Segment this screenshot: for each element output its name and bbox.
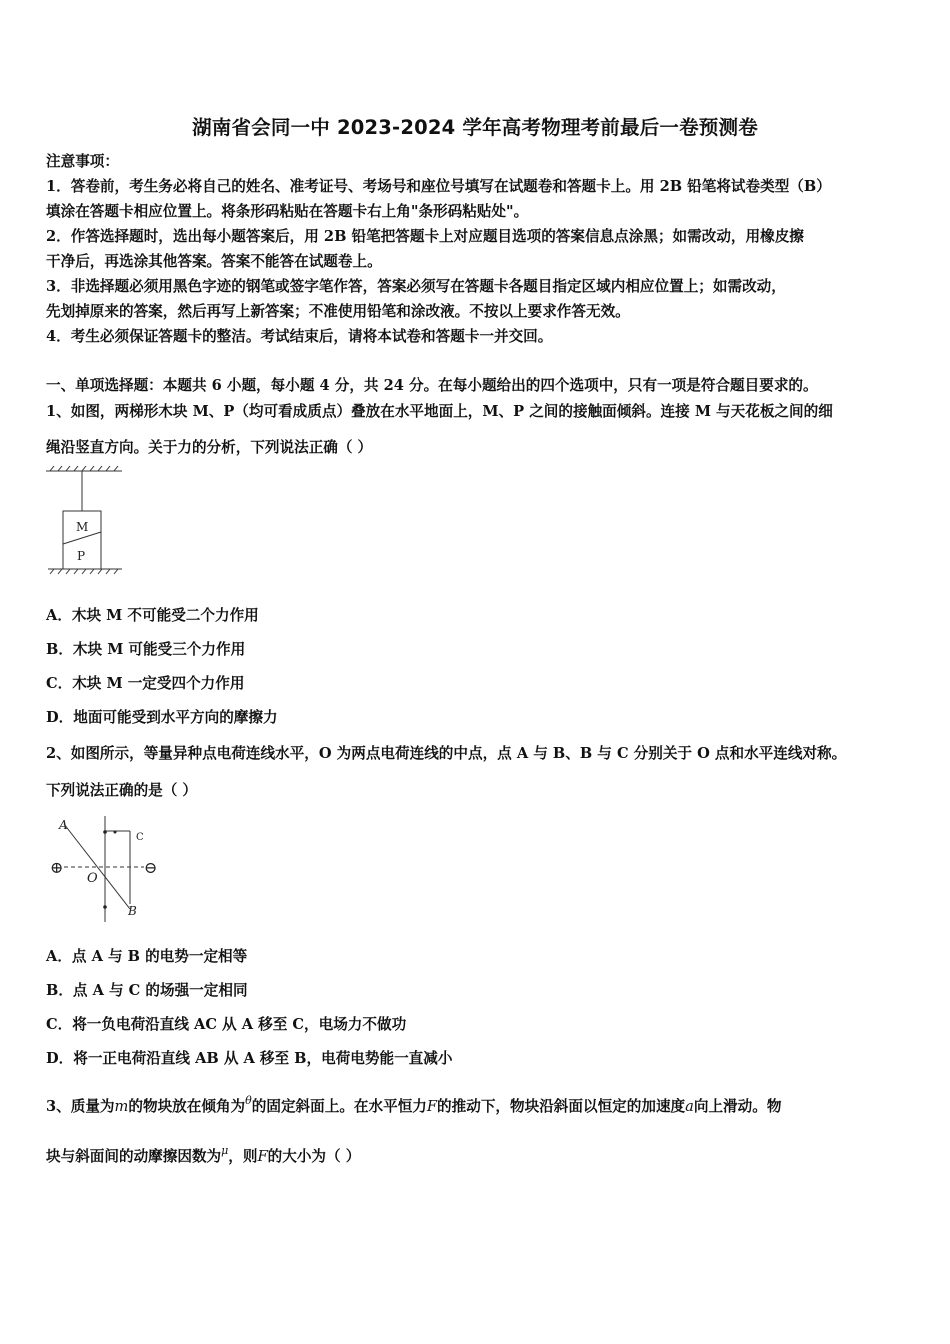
question-2-option-a: A．点 A 与 B 的电势一定相等 xyxy=(46,948,248,965)
notice-line-1: 1．答卷前，考生务必将自己的姓名、准考证号、考场号和座位号填写在试题卷和答题卡上。用 2B 铅笔将试卷类型（B） xyxy=(46,178,831,195)
page-title: 湖南省会同一中 2023-2024 学年高考物理考前最后一卷预测卷 xyxy=(192,116,758,139)
question-2-option-d: D．将一正电荷沿直线 AB 从 A 移至 B，电荷电势能一直减小 xyxy=(46,1050,453,1067)
question-2-stem-line-2: 下列说法正确的是（ ） xyxy=(46,782,198,799)
question-1-option-d: D．地面可能受到水平方向的摩擦力 xyxy=(46,709,278,726)
point-c-label: C xyxy=(136,832,144,843)
acceleration-symbol: a xyxy=(685,1098,694,1115)
question-1-option-b: B．木块 M 可能受三个力作用 xyxy=(46,641,246,658)
question-2-option-c: C．将一负电荷沿直线 AC 从 A 移至 C，电场力不做功 xyxy=(46,1016,407,1033)
negative-charge-icon: ⊖ xyxy=(144,858,158,877)
force-symbol-2: F xyxy=(257,1148,268,1165)
notice-line-5: 3．非选择题必须用黑色字迹的钢笔或签字笔作答，答案必须写在答题卡各题目指定区域内相应位置上；如需改动， xyxy=(46,278,786,295)
block-m-label: M xyxy=(76,520,89,534)
question-2-option-b: B．点 A 与 C 的场强一定相同 xyxy=(46,982,248,999)
question-1-figure xyxy=(42,466,132,578)
q3-text-6: 块与斜面间的动摩擦因数为 xyxy=(46,1148,222,1165)
block-p-label: P xyxy=(77,549,86,563)
friction-mu-symbol: μ xyxy=(221,1144,229,1157)
notice-line-6: 先划掉原来的答案，然后再写上新答案；不准使用铅笔和涂改液。不按以上要求作答无效。 xyxy=(46,303,630,320)
question-3-stem-line-2 xyxy=(46,1144,916,1168)
section-heading: 一、单项选择题：本题共 6 小题，每小题 4 分，共 24 分。在每小题给出的四个选项中，只有一项是符合题目要求的。 xyxy=(46,377,818,394)
mass-symbol: m xyxy=(114,1098,129,1115)
question-1-stem-line-1: 1、如图，两梯形木块 M、P（均可看成质点）叠放在水平地面上，M、P 之间的接触面倾斜。连接 M 与天花板之间的细 xyxy=(46,403,833,420)
point-o-label: O xyxy=(87,871,98,886)
q3-text-1: 3、质量为 xyxy=(46,1098,115,1115)
positive-charge-icon: ⊕ xyxy=(50,858,64,877)
force-symbol: F xyxy=(426,1098,438,1115)
notice-line-2: 填涂在答题卡相应位置上。将条形码粘贴在答题卡右上角"条形码粘贴处"。 xyxy=(46,203,529,220)
question-1-option-c: C．木块 M 一定受四个力作用 xyxy=(46,675,245,692)
q3-text-7: ，则 xyxy=(228,1148,258,1165)
angle-theta-symbol: θ xyxy=(245,1094,252,1107)
point-a-label: A xyxy=(59,818,68,832)
q3-text-3: 的固定斜面上。在水平恒力 xyxy=(251,1098,427,1115)
q3-text-4: 的推动下，物块沿斜面以恒定的加速度 xyxy=(437,1098,686,1115)
question-3-stem-line-1 xyxy=(46,1094,916,1118)
notice-line-3: 2．作答选择题时，选出每小题答案后，用 2B 铅笔把答题卡上对应题目选项的答案信息点涂黑；如需改动，用橡皮擦 xyxy=(46,228,804,245)
question-2-figure xyxy=(44,814,169,924)
notice-line-7: 4．考生必须保证答题卡的整洁。考试结束后，请将本试卷和答题卡一并交回。 xyxy=(46,328,553,345)
notice-heading: 注意事项： xyxy=(46,153,119,170)
point-b-label: B xyxy=(128,904,137,918)
q3-text-2: 的物块放在倾角为 xyxy=(128,1098,246,1115)
question-1-stem-line-2: 绳沿竖直方向。关于力的分析，下列说法正确（ ） xyxy=(46,439,373,456)
q3-text-8: 的大小为（ ） xyxy=(267,1148,361,1165)
notice-line-4: 干净后，再选涂其他答案。答案不能答在试题卷上。 xyxy=(46,253,382,270)
q3-text-5: 向上滑动。物 xyxy=(693,1098,782,1115)
question-2-stem-line-1: 2、如图所示，等量异种点电荷连线水平，O 为两点电荷连线的中点，点 A 与 B、B 与 C 分别关于 O 点和水平连线对称。 xyxy=(46,745,847,762)
question-1-option-a: A．木块 M 不可能受二个力作用 xyxy=(46,607,259,624)
